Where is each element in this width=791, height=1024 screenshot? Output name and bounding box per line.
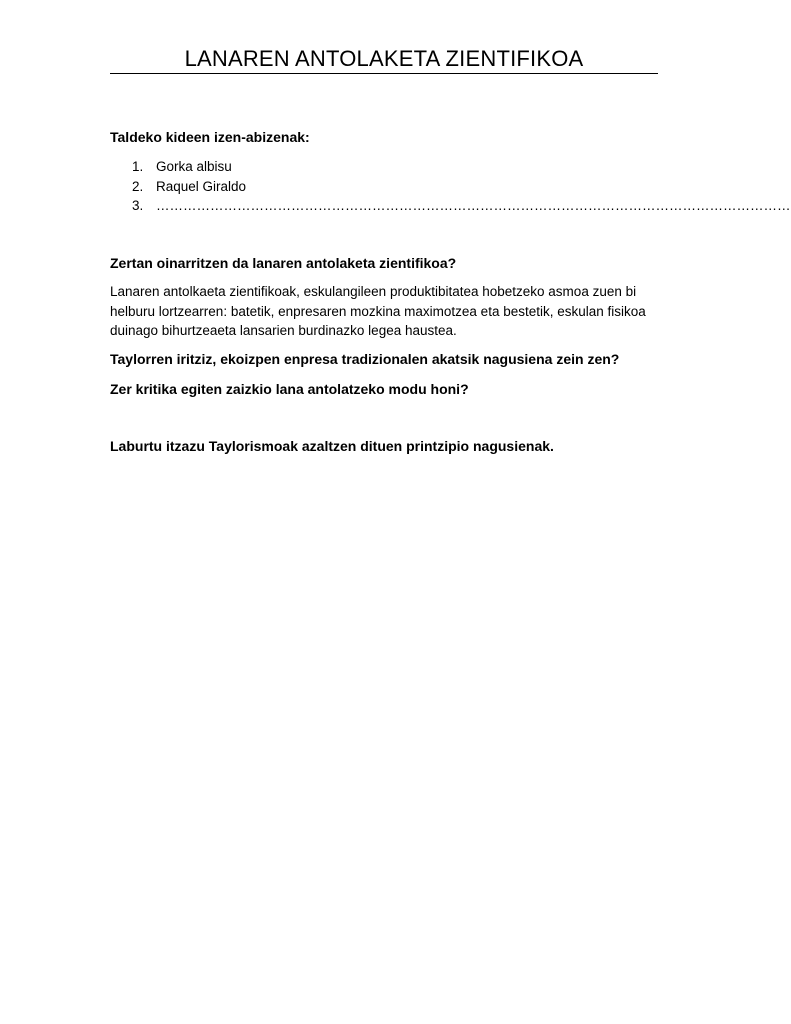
answer-paragraph-1: Lanaren antolkaeta zientifikoak, eskulangileen produktibitatea hobetzeko asmoa zuen bi helburu lortzearren: batetik, enpresaren mozkina maximotzea eta bestetik, eskulan fisikoa duinago bihurtzeaeta lansarien burdinazko legea haustea.: [110, 284, 646, 338]
question-heading-2: Taylorren iritziz, ekoizpen enpresa tradizionalen akatsik nagusiena zein zen?: [110, 351, 620, 367]
list-item: [110, 177, 658, 197]
members-heading: Taldeko kideen izen-abizenak:: [110, 129, 310, 145]
member-placeholder: ……………………………………………………………………………………………………………………………: [156, 198, 791, 213]
title-underline: [110, 73, 658, 74]
question-heading-4: Laburtu itzazu Taylorismoak azaltzen dituen printzipio nagusienak.: [110, 438, 554, 454]
list-number: 1.: [132, 159, 144, 174]
member-name: Raquel Giraldo: [156, 178, 247, 194]
members-list: [110, 157, 791, 216]
list-number: 2.: [132, 178, 144, 194]
question-heading-3: Zer kritika egiten zaizkio lana antolatzeko modu honi?: [110, 381, 469, 397]
document-title: LANAREN ANTOLAKETA ZIENTIFIKOA: [184, 46, 584, 71]
list-number: 3.: [132, 198, 144, 213]
list-item: [110, 157, 658, 177]
member-name: Gorka albisu: [156, 159, 232, 174]
list-item: [110, 196, 791, 216]
question-heading-1: Zertan oinarritzen da lanaren antolaketa zientifikoa?: [110, 255, 457, 271]
